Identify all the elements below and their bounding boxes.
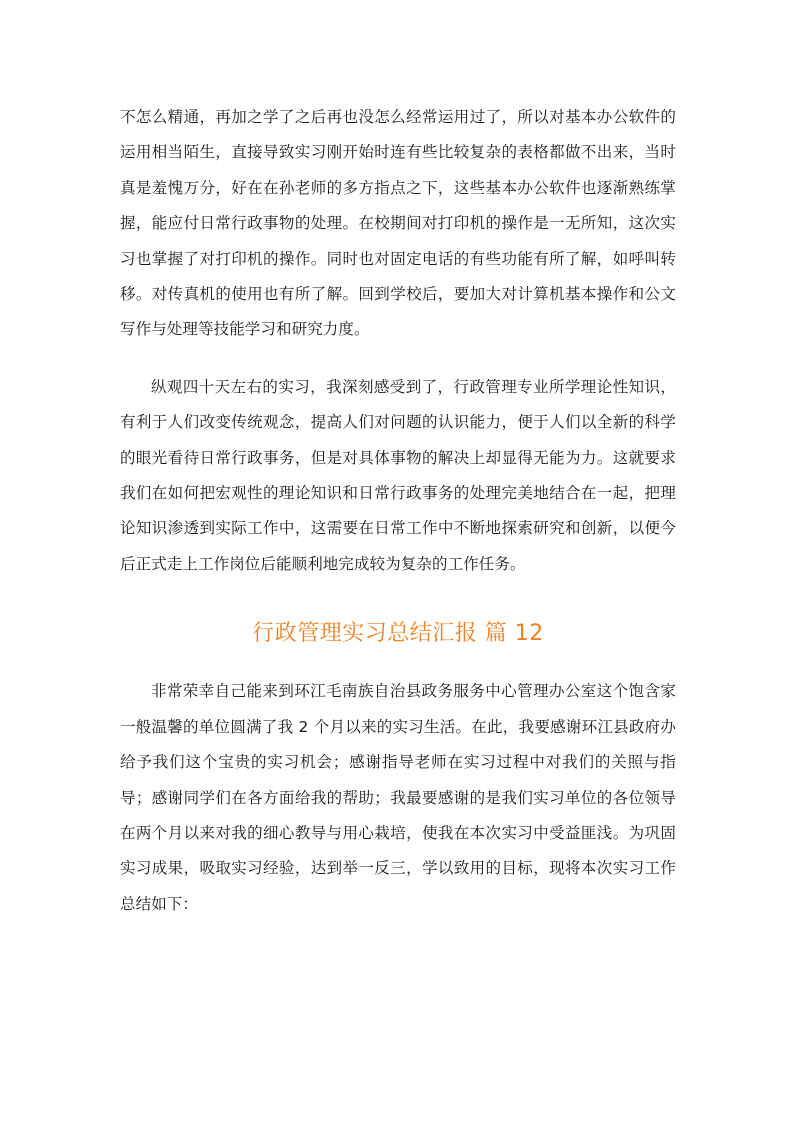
paragraph-3: 非常荣幸自己能来到环江毛南族自治县政务服务中心管理办公室这个饱含家一般温馨的单位圆满了我 2 个月以来的实习生活。在此，我要感谢环江县政府办给予我们这个宝贵的实习机会；感谢指导老师在实习过程中对我们的关照与指导；感谢同学们在各方面给我的帮助；我最要感谢的是我们实习单位的各位领导在两个月以来对我的细心教导与用心栽培，使我在本次实习中受益匪浅。为巩固实习成果，吸取实习经验，达到举一反三，学以致用的目标，现将本次实习工作总结如下： — [120, 682, 676, 913]
section-heading-wrapper — [120, 616, 676, 652]
section-heading: 行政管理实习总结汇报 篇 12 — [252, 621, 544, 647]
paragraph-2: 纵观四十天左右的实习，我深刻感受到了，行政管理专业所学理论性知识，有利于人们改变传统观念，提高人们对问题的认识能力，便于人们以全新的科学的眼光看待日常行政事务，但是对具体事物的解决上却显得无能为力。这就要求我们在如何把宏观性的理论知识和日常行政事务的处理完美地结合在一起，把理论知识渗透到实际工作中，这需要在日常工作中不断地探索研究和创新，以便今后正式走上工作岗位后能顺利地完成较为复杂的工作任务。 — [120, 377, 676, 573]
document-page — [120, 100, 676, 922]
paragraph-spacer — [120, 348, 676, 370]
paragraph-1: 不怎么精通，再加之学了之后再也没怎么经常运用过了，所以对基本办公软件的运用相当陌生，直接导致实习刚开始时连有些比较复杂的表格都做不出来，当时真是羞愧万分，好在在孙老师的多方指点之下，这些基本办公软件也逐渐熟练掌握，能应付日常行政事物的处理。在校期间对打印机的操作是一无所知，这次实习也掌握了对打印机的操作。同时也对固定电话的有些功能有所了解，如呼叫转移。对传真机的使用也有所了解。回到学校后，要加大对计算机基本操作和公文写作与处理等技能学习和研究力度。 — [120, 108, 676, 339]
